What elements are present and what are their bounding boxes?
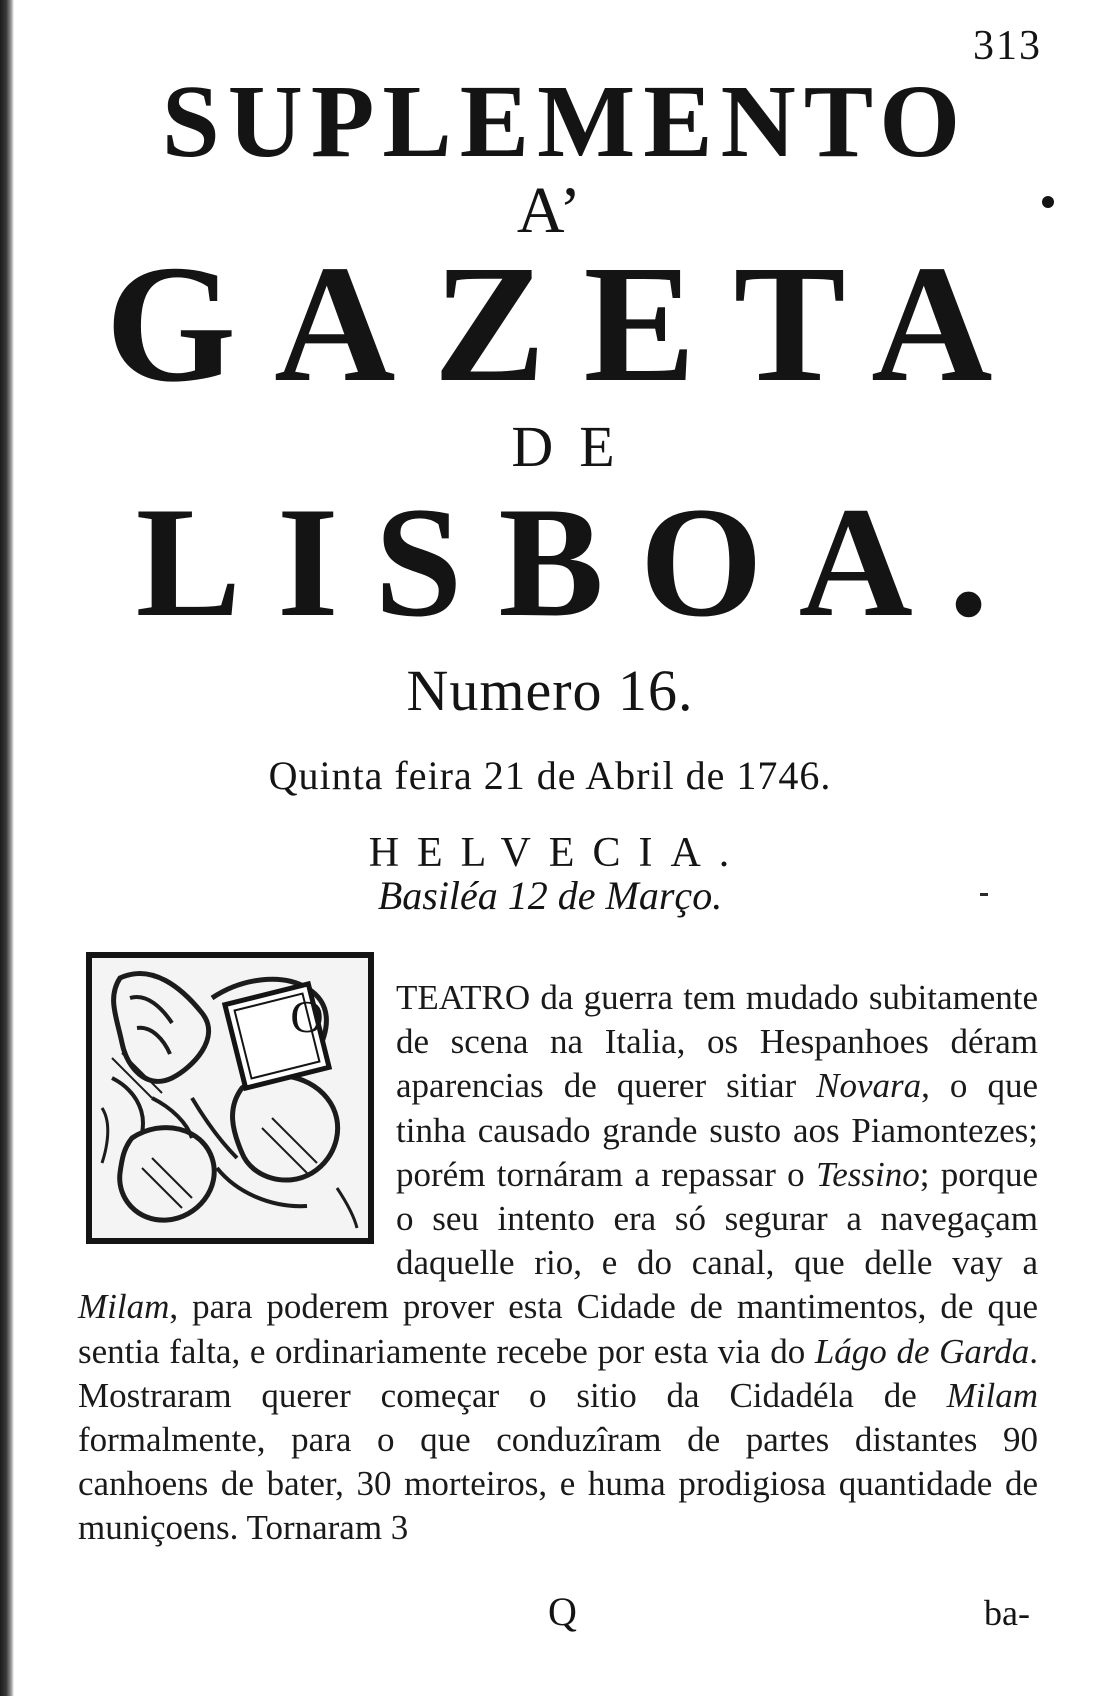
issue-date: Quinta feira 21 de Abril de 1746. [268,753,832,798]
masthead-lisboa: LISBOA. [135,475,1025,650]
masthead [0,64,1100,918]
article-text: formalmente, para o que conduzîram de partes distantes 90 canhoens de bater, 30 morteiros, e huma prodigiosa quantidade de muniçoens. Tornaram 3 [78,1420,1038,1548]
catchword: ba- [984,1593,1030,1633]
page-number: 313 [973,23,1042,69]
article-text: . Mostraram querer começar o sitio da Cidadéla de [78,1331,1038,1415]
article-text: , o que tinha causado grande susto aos Piamontezes; porém tornáram a repassar o [396,1066,1038,1194]
article-text: , para poderem prover esta Cidade de mantimentos, de que sentia falta, e ordinariamente recebe por esta via do [78,1287,1038,1371]
issue-number: Numero 16. [406,658,694,723]
initial-letter: O [290,991,324,1042]
masthead-gazeta: GAZETA [105,231,1031,417]
masthead-suplemento: SUPLEMENTO [161,64,969,179]
page-footer [0,1588,1100,1638]
place-name-novara: Novara [816,1066,922,1106]
masthead-a: A’ [516,174,584,247]
signature-mark: Q [548,1589,577,1634]
article-text: TEATRO da guerra tem mudado subitamente de scena na Italia, os Hespanhoes déram aparencias de querer sitiar [396,978,1038,1106]
section-place-date: Basiléa 12 de Março. [377,873,723,918]
article-text: ; porque o seu intento era só segurar a navegaçam daquelle rio, e do canal, que delle vay a [396,1154,1038,1283]
section-country: HELVECIA. [368,830,748,876]
place-name-tessino: Tessino [816,1154,920,1194]
place-name-milam: Milam [78,1287,170,1327]
initial-spacer [78,976,396,1274]
article-body [78,976,1038,1551]
masthead-de: DE [511,414,641,479]
place-name-milam: Milam [946,1375,1038,1415]
place-name-lago-de-garda: Lágo de Garda [814,1331,1030,1371]
